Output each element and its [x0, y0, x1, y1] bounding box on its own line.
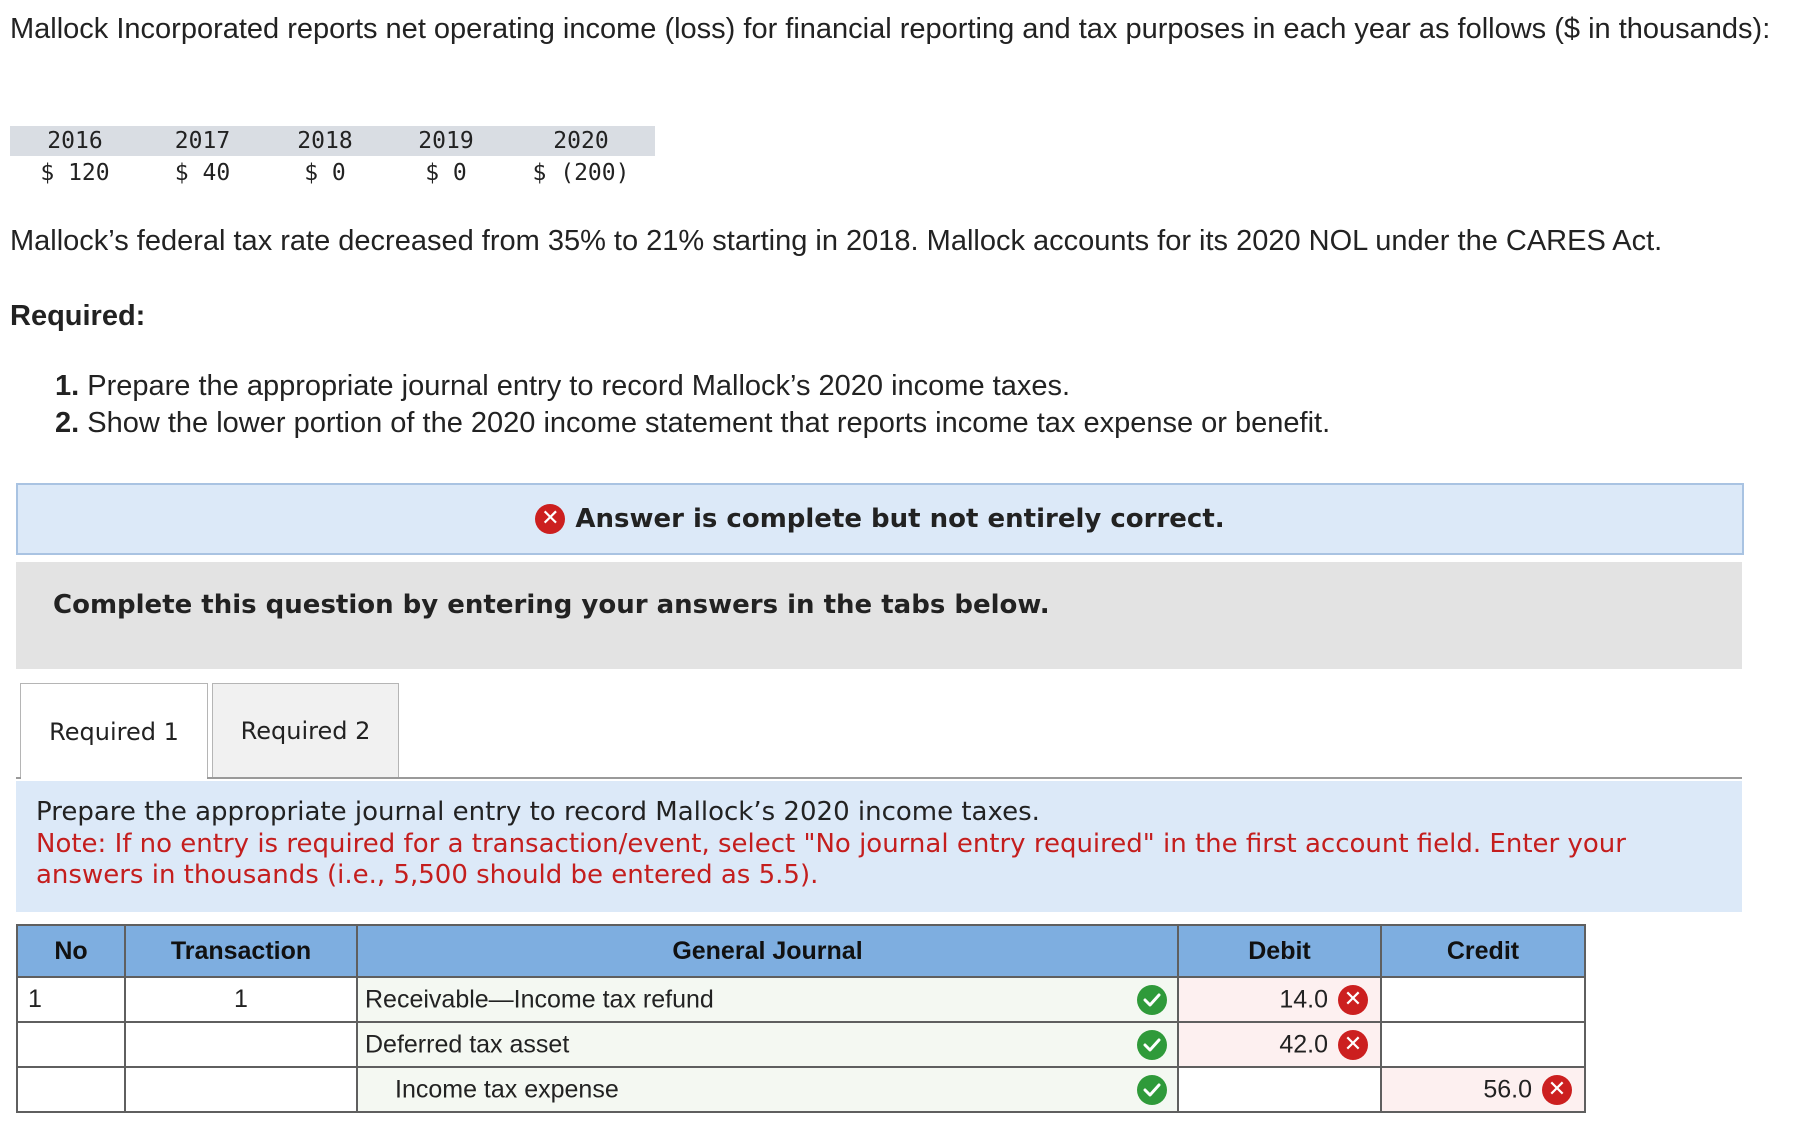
result-banner — [16, 483, 1744, 555]
year-2020-header: 2020 — [507, 126, 655, 156]
required-item-2-number: 2. — [55, 407, 80, 439]
row-2-credit-cell[interactable] — [1381, 1022, 1585, 1067]
x-circle-icon: ✕ — [1338, 985, 1368, 1015]
tab-required-2-label: Required 2 — [240, 716, 371, 745]
required-item-1-text: Prepare the appropriate journal entry to record Mallock’s 2020 income taxes. — [87, 370, 1071, 402]
instruction-text: Complete this question by entering your answers in the tabs below. — [53, 590, 1050, 620]
row-1-account-cell[interactable] — [357, 977, 1178, 1022]
row-3-debit-cell[interactable] — [1178, 1067, 1381, 1112]
row-2-debit: 42.0 — [1279, 1030, 1328, 1058]
amount-2016: $ 120 — [40, 160, 110, 186]
header-general-journal: General Journal — [357, 925, 1178, 977]
row-2-debit-cell[interactable] — [1178, 1022, 1381, 1067]
table-row — [17, 1022, 1585, 1067]
tab-divider — [16, 777, 1742, 779]
row-3-account-cell[interactable] — [357, 1067, 1178, 1112]
table-row — [17, 1067, 1585, 1112]
required-heading: Required: — [10, 300, 146, 332]
income-by-year-table — [10, 126, 655, 190]
check-icon — [1137, 985, 1167, 1015]
header-credit: Credit — [1381, 925, 1585, 977]
header-no: No — [17, 925, 125, 977]
row-1-credit-cell[interactable] — [1381, 977, 1585, 1022]
row-2-transaction — [125, 1022, 357, 1067]
amount-2020: $ (200) — [532, 160, 630, 186]
year-2018-header: 2018 — [265, 126, 385, 156]
tab-required-1-label: Required 1 — [49, 717, 179, 746]
instruction-box — [16, 562, 1742, 669]
year-2019-header: 2019 — [385, 126, 507, 156]
x-circle-icon: ✕ — [1542, 1075, 1572, 1105]
amount-2017: $ 40 — [174, 160, 231, 186]
row-2-no — [17, 1022, 125, 1067]
general-journal-table — [16, 924, 1586, 1113]
required-item-1 — [55, 368, 1330, 405]
year-2016-header: 2016 — [10, 126, 140, 156]
tax-rate-text: Mallock’s federal tax rate decreased from 35% to 21% starting in 2018. Mallock accounts for its 2020 NOL under the CARES Act. — [10, 225, 1663, 257]
row-1-transaction: 1 — [125, 977, 357, 1022]
required-item-2 — [55, 405, 1330, 442]
tab-required-2[interactable] — [212, 683, 399, 777]
required-item-1-number: 1. — [55, 370, 80, 402]
required-list — [55, 368, 1330, 442]
row-2-account-cell[interactable] — [357, 1022, 1178, 1067]
question-panel — [16, 781, 1742, 912]
row-1-debit-cell[interactable] — [1178, 977, 1381, 1022]
amount-2018: $ 0 — [304, 160, 346, 186]
amount-2019: $ 0 — [425, 160, 467, 186]
panel-prompt: Prepare the appropriate journal entry to record Mallock’s 2020 income taxes. — [36, 797, 1040, 827]
row-3-account: Income tax expense — [395, 1075, 619, 1103]
row-1-no: 1 — [17, 977, 125, 1022]
tab-required-1[interactable] — [20, 683, 208, 779]
problem-intro: Mallock Incorporated reports net operating income (loss) for financial reporting and tax purposes in each year as follows ($ in thousands): — [10, 13, 1771, 45]
row-3-credit-cell[interactable] — [1381, 1067, 1585, 1112]
row-1-debit: 14.0 — [1279, 985, 1328, 1013]
row-3-credit: 56.0 — [1483, 1075, 1532, 1103]
panel-note: Note: If no entry is required for a transaction/event, select "No journal entry required" in the first account field. Enter your answers in thousands (i.e., 5,500 should be entered as 5.5). — [36, 829, 1626, 890]
header-debit: Debit — [1178, 925, 1381, 977]
required-item-2-text: Show the lower portion of the 2020 income statement that reports income tax expense or benefit. — [87, 407, 1331, 439]
result-banner-text: Answer is complete but not entirely correct. — [575, 504, 1225, 534]
year-2017-header: 2017 — [140, 126, 265, 156]
row-1-account: Receivable—Income tax refund — [365, 985, 714, 1013]
row-3-no — [17, 1067, 125, 1112]
x-circle-icon: ✕ — [535, 504, 565, 534]
row-2-account: Deferred tax asset — [365, 1030, 570, 1058]
row-3-transaction — [125, 1067, 357, 1112]
table-row — [17, 977, 1585, 1022]
check-icon — [1137, 1030, 1167, 1060]
check-icon — [1137, 1075, 1167, 1105]
header-transaction: Transaction — [125, 925, 357, 977]
x-circle-icon: ✕ — [1338, 1030, 1368, 1060]
